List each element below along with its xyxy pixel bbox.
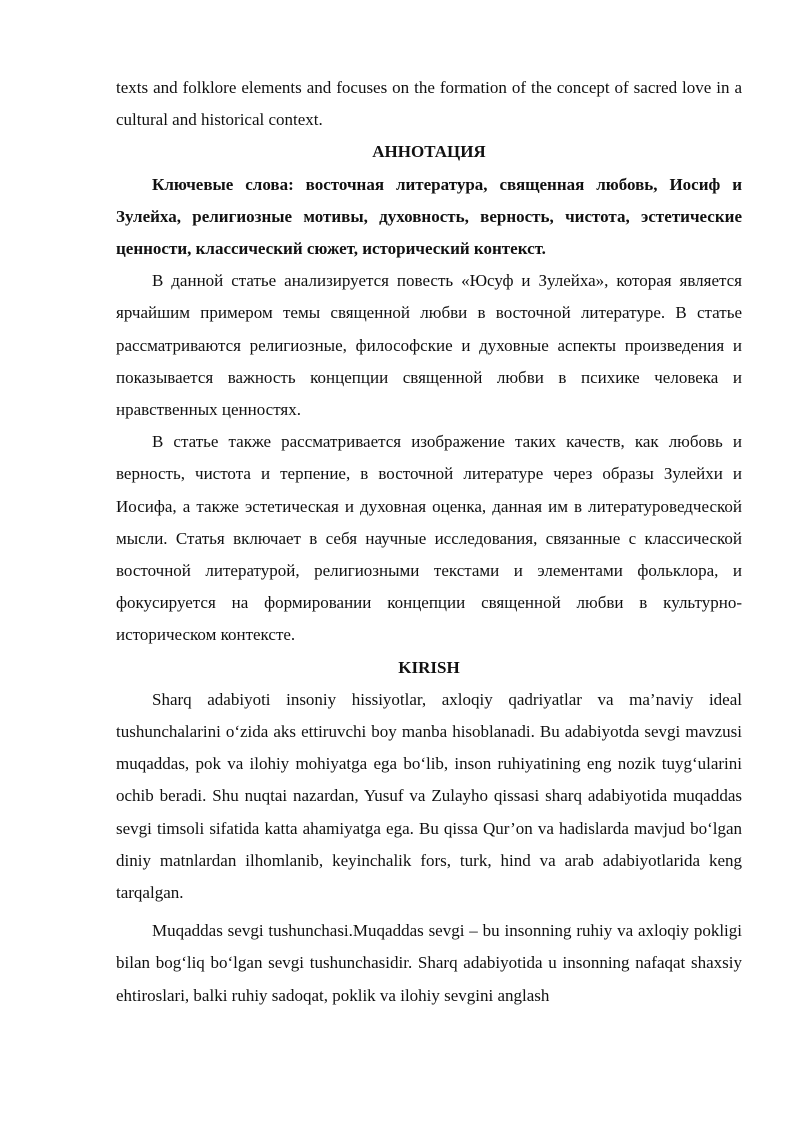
kirish-paragraph-1: Sharq adabiyoti insoniy hissiyotlar, axloqiy qadriyatlar va ma’naviy ideal tushunchalarini o‘zida aks ettiruvchi boy manba hisoblanadi. Bu adabiyotda sevgi mavzusi muqaddas, pok va ilohiy mohiyatga ega bo‘lib, inson ruhiyatining eng nozik tuyg‘ularini ochib beradi. Shu nuqtai nazardan, Yusuf va Zulayho qissasi sharq adabiyotida muqaddas sevgi timsoli sifatida katta ahamiyatga ega. Bu qissa Qur’on va hadislarda mavjud bo‘lgan diniy matnlardan ilhomlanib, keyinchalik fors, turk, hind va arab adabiyotlarida keng tarqalgan. [116,689,742,903]
annotation-heading: АННОТАЦИЯ [372,142,486,162]
keywords-paragraph: Ключевые слова: восточная литература, священная любовь, Иосиф и Зулейха, религиозные мотивы, духовность, верность, чистота, эстетические ценности, классический сюжет, исторический контекст. [116,174,742,259]
kirish-paragraph-2: Muqaddas sevgi tushunchasi.Muqaddas sevgi – bu insonning ruhiy va axloqiy pokligi bilan bog‘liq bo‘lgan sevgi tushunchasidir. Sharq adabiyotida u insonning nafaqat shaxsiy ehtiroslari, balki ruhiy sadoqat, poklik va ilohiy sevgini anglash [116,921,742,1005]
intro-continuation-paragraph: texts and folklore elements and focuses on the formation of the concept of sacred love in a cultural and historical context. [116,78,742,130]
kirish-heading: KIRISH [398,657,460,677]
annotation-paragraph-1: В данной статье анализируется повесть «Юсуф и Зулейха», которая является ярчайшим примером темы священной любви в восточной литературе. В статье рассматриваются религиозные, философские и духовные аспекты произведения и показывается важность концепции священной любви в психике человека и нравственных ценностях. [116,271,742,420]
document-page [116,72,742,1012]
annotation-paragraph-2: В статье также рассматривается изображение таких качеств, как любовь и верность, чистота и терпение, в восточной литературе через образы Зулейхи и Иосифа, а также эстетическая и духовная оценка, данная им в литературоведческой мысли. Статья включает в себя научные исследования, связанные с классической восточной литературой, религиозными текстами и элементами фольклора, и фокусируется на формировании концепции священной любви в культурно-историческом контексте. [116,432,742,645]
